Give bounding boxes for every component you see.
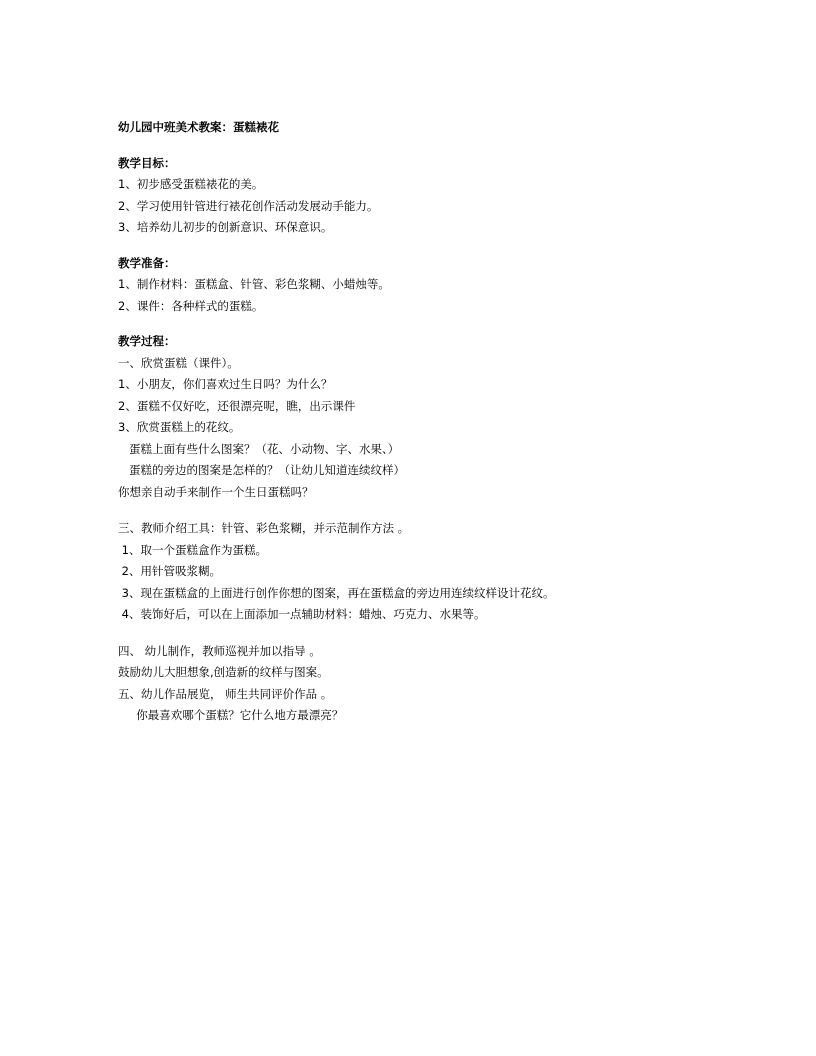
process-line: 2、蛋糕不仅好吃，还很漂亮呢，瞧，出示课件 bbox=[118, 398, 356, 413]
process-line: 你最喜欢哪个蛋糕？它什么地方最漂亮？ bbox=[118, 708, 344, 722]
spacer bbox=[118, 141, 718, 155]
spacer bbox=[118, 628, 718, 643]
spacer bbox=[118, 505, 718, 520]
goals-item: 1、初步感受蛋糕裱花的美。 bbox=[118, 177, 264, 191]
spacer bbox=[118, 319, 718, 333]
prep-item: 2、课件：各种样式的蛋糕。 bbox=[118, 298, 264, 313]
document-title: 幼儿园中班美术教案：蛋糕裱花 bbox=[118, 120, 279, 134]
goals-item: 2、学习使用针管进行裱花创作活动发展动手能力。 bbox=[118, 198, 379, 213]
process-line: 1、取一个蛋糕盒作为蛋糕。 bbox=[118, 542, 267, 557]
process-heading: 教学过程： bbox=[118, 334, 176, 348]
process-line: 你想亲自动手来制作一个生日蛋糕吗？ bbox=[118, 484, 314, 499]
goals-item: 3、培养幼儿初步的创新意识、环保意识。 bbox=[118, 220, 333, 234]
process-line: 三、教师介绍工具：针管、彩色浆糊，并示范制作方法 。 bbox=[118, 521, 410, 535]
document-page bbox=[118, 119, 718, 729]
process-line: 一、欣赏蛋糕（课件）。 bbox=[118, 355, 239, 370]
process-line: 四、 幼儿制作，教师巡视并加以指导 。 bbox=[118, 643, 321, 658]
process-line: 1、小朋友，你们喜欢过生日吗？为什么？ bbox=[118, 377, 333, 391]
spacer bbox=[118, 241, 718, 255]
process-line: 鼓励幼儿大胆想象,创造新的纹样与图案。 bbox=[118, 665, 329, 679]
process-line: 3、现在蛋糕盒的上面进行创作你想的图案，再在蛋糕盒的旁边用连续纹样设计花纹。 bbox=[118, 585, 555, 600]
prep-item: 1、制作材料：蛋糕盒、针管、彩色浆糊、小蜡烛等。 bbox=[118, 277, 390, 291]
process-line: 3、欣赏蛋糕上的花纹。 bbox=[118, 420, 241, 434]
process-line: 蛋糕的旁边的图案是怎样的？（让幼儿知道连续纹样） bbox=[118, 463, 405, 477]
process-line: 蛋糕上面有些什么图案？（花、小动物、字、水果、） bbox=[118, 441, 400, 456]
goals-heading: 教学目标： bbox=[118, 155, 176, 170]
process-line: 2、用针管吸浆糊。 bbox=[118, 564, 221, 578]
prep-heading: 教学准备： bbox=[118, 255, 176, 270]
process-line: 五、幼儿作品展览， 师生共同评价作品 。 bbox=[118, 686, 333, 701]
process-line: 4、装饰好后，可以在上面添加一点辅助材料：蜡烛、巧克力、水果等。 bbox=[118, 607, 486, 621]
